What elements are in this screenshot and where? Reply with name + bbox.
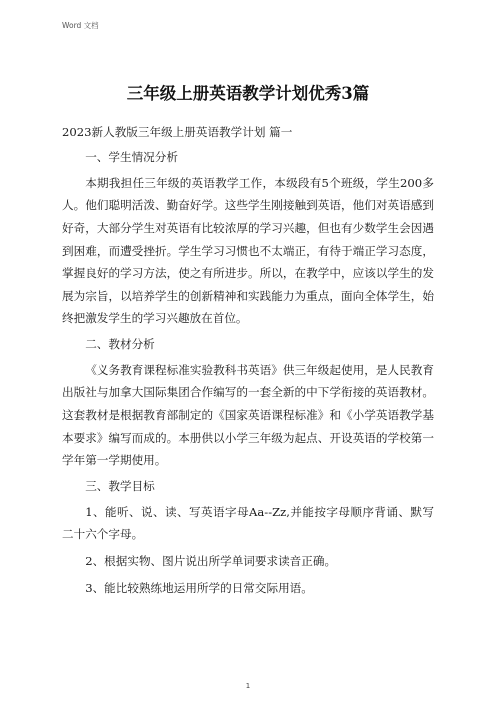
section-heading: 三、教学目标: [85, 478, 155, 493]
paragraph: 3、能比较熟练地运用所学的日常交际用语。: [85, 580, 313, 595]
paragraph: 2、根据实物、图片说出所学单词要求读音正确。: [85, 553, 337, 568]
section-heading: 一、学生情况分析: [85, 149, 178, 164]
document-subtitle: 2023新人教版三年级上册英语教学计划 篇一: [62, 125, 293, 139]
paragraph: 本期我担任三年级的英语教学工作，本级段有5个班级，学生200多人。他们聪明活泼、勤奋好学。这些学生刚接触到英语，他们对英语感到好奇，大部分学生对英语有比较浓厚的学习兴趣，但也有少数学生会因遇到困难，而遭受挫折。学生学习习惯也不太端正，有待于端正学习态度，掌握良好的学习方法，使之有所进步。所以，在教学中，应该以学生的发展为宗旨，以培养学生的创新精神和实践能力为重点，面向全体学生，始终把激发学生的学习兴趣放在首位。: [62, 175, 434, 326]
paragraph: 1、能听、说、读、写英语字母Aa--Zz,并能按字母顺序背诵、默写二十六个字母。: [62, 504, 434, 542]
document-title: 三年级上册英语教学计划优秀3篇: [126, 84, 370, 103]
paragraph: 《义务教育课程标准实验教科书英语》供三年级起使用，是人民教育出版社与加拿大国际集团合作编写的一套全新的中下学衔接的英语教材。这套教材是根据教育部制定的《国家英语课程标准》和《小学英语教学基本要求》编写而成的。本册供以小学三年级为起点、开设英语的学校第一学年第一学期使用。: [62, 362, 434, 468]
section-heading: 二、教材分析: [85, 336, 155, 351]
header-label: Word 文档: [62, 21, 99, 30]
page-number: 1: [245, 682, 251, 690]
document-body: [62, 122, 434, 603]
